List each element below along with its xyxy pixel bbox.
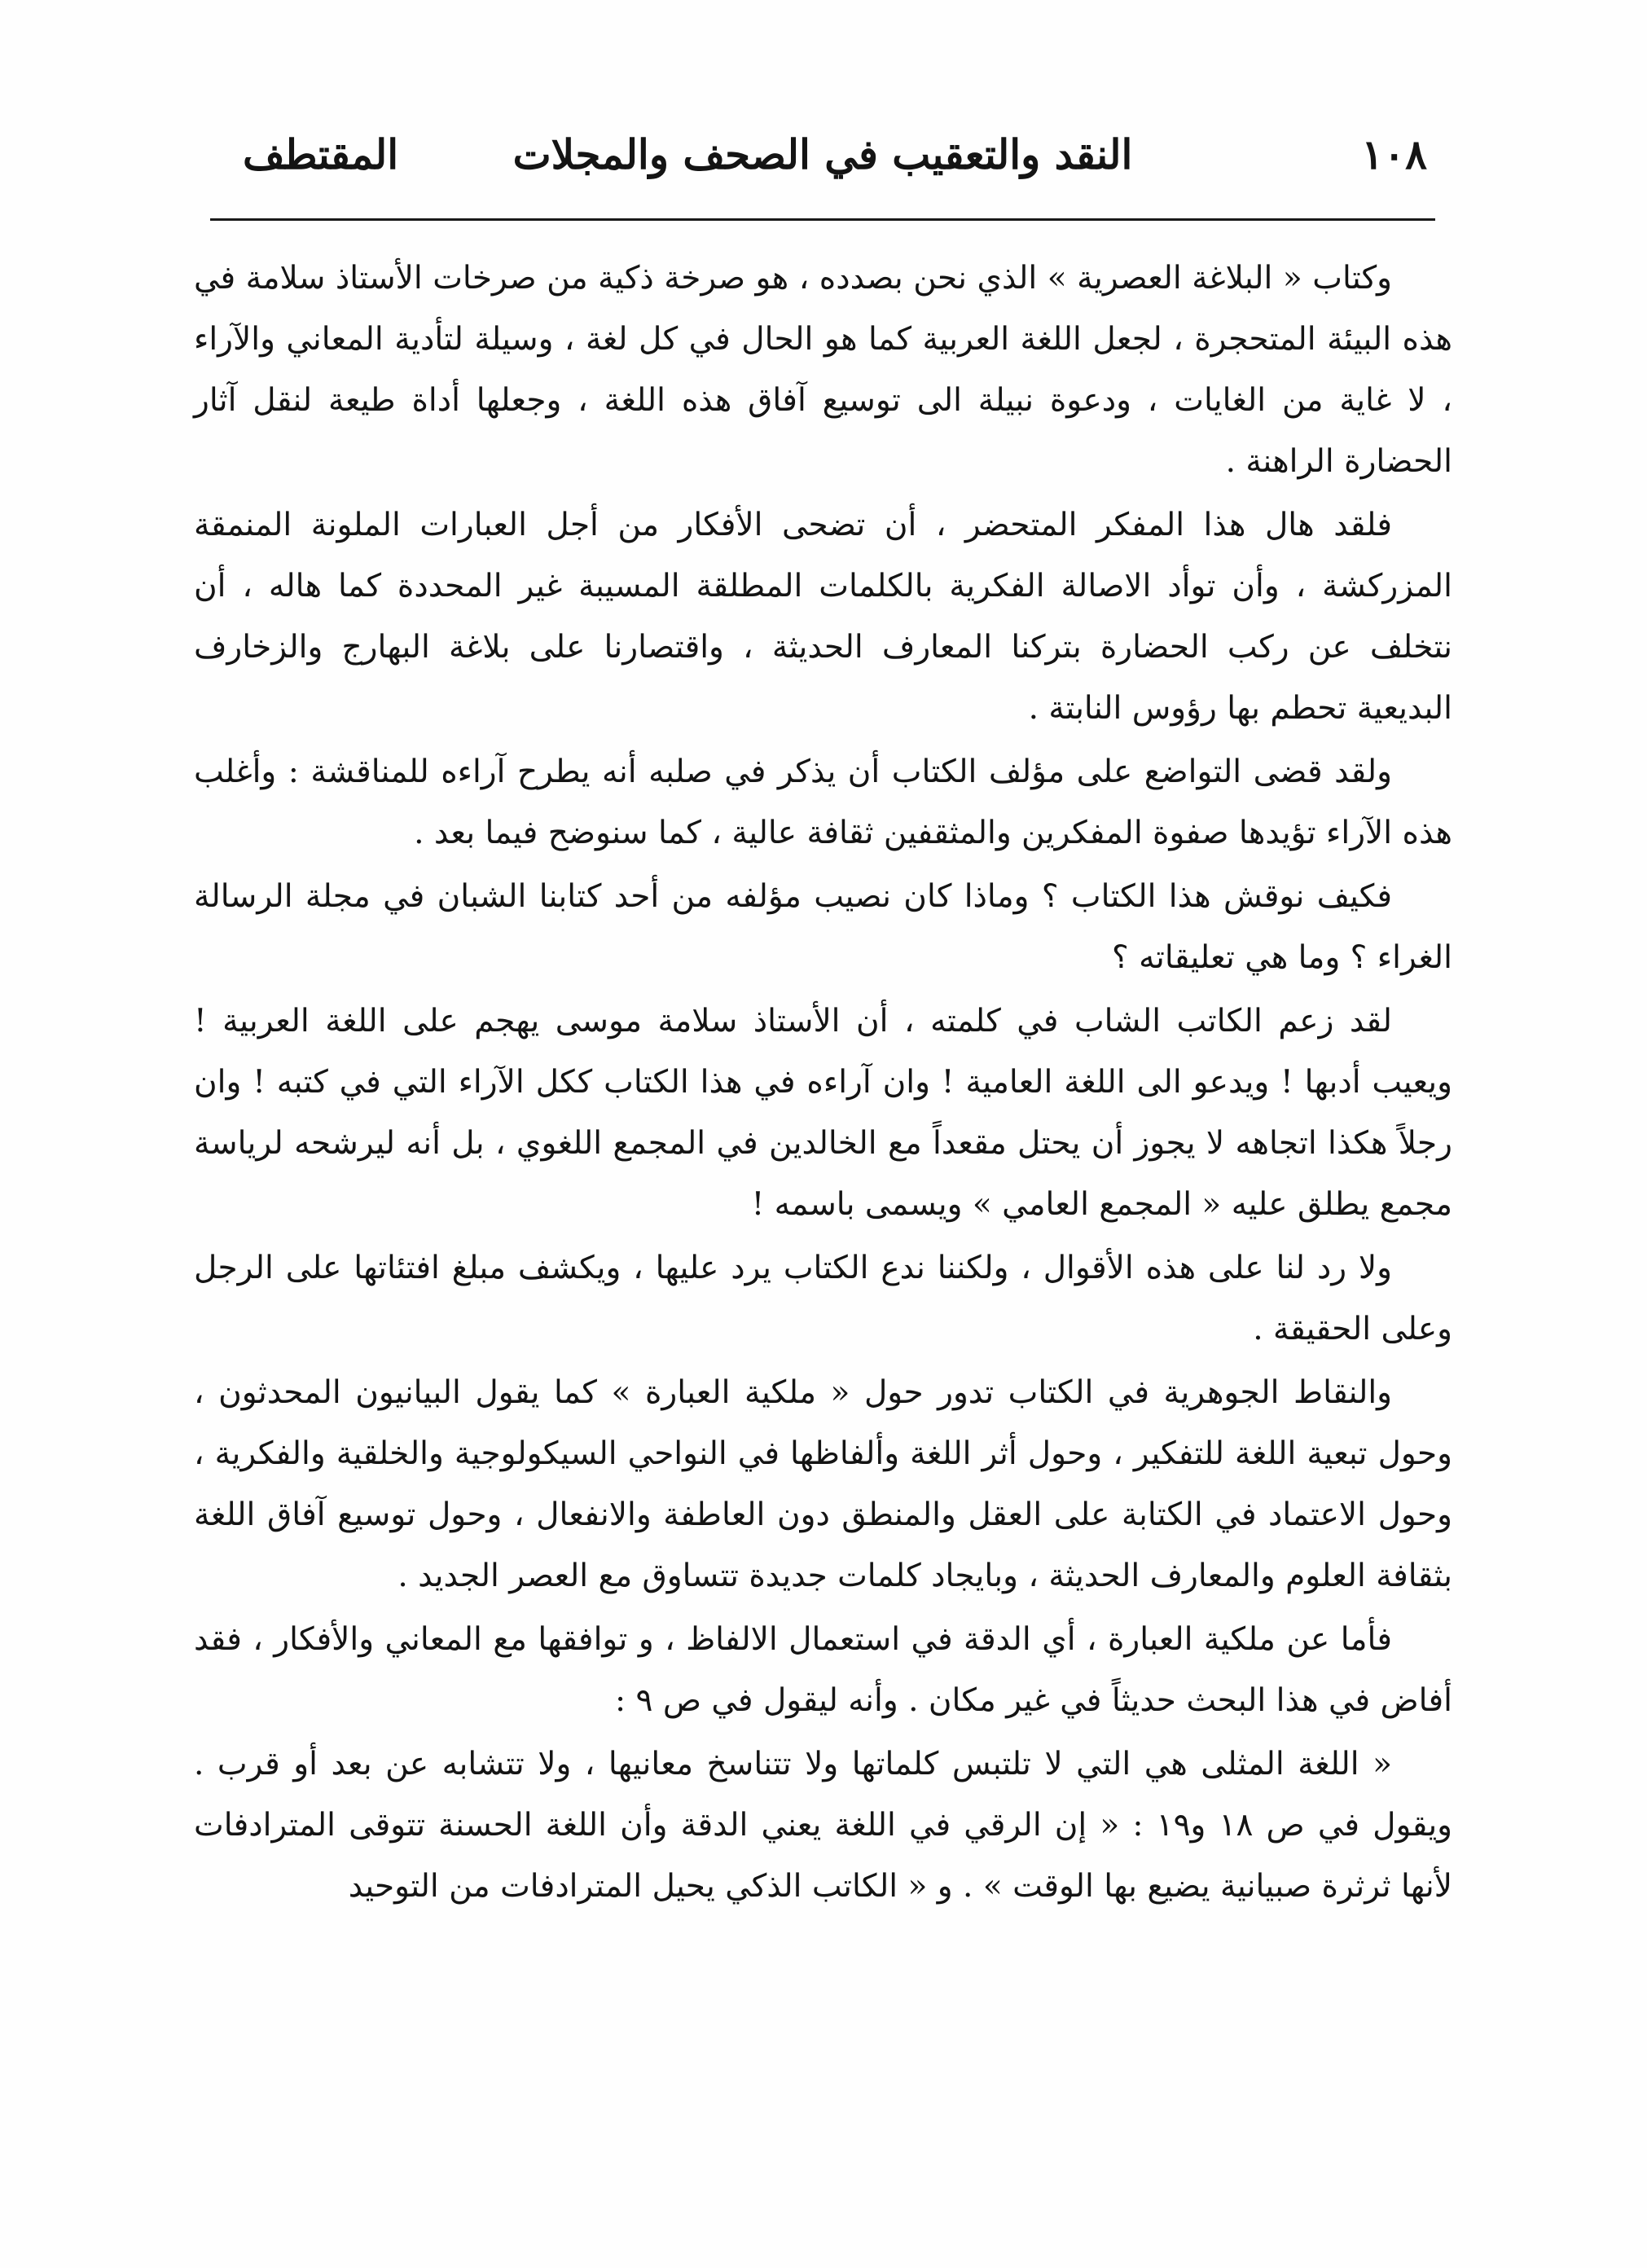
paragraph: فكيف نوقش هذا الكتاب ؟ وماذا كان نصيب مؤلفه من أحد كتابنا الشبان في مجلة الرسالة الغراء ؟ وما هي تعليقاته ؟ [194, 878, 1452, 976]
journal-name: المقتطف [243, 130, 399, 178]
header-rule [210, 218, 1435, 221]
paragraph: لقد زعم الكاتب الشاب في كلمته ، أن الأستاذ سلامة موسى يهجم على اللغة العربية ! ويعيب أدبها ! ويدعو الى اللغة العامية ! وان آراءه في هذا الكتاب ككل الآراء التي في كتبه ! وان رجلاً هكذا اتجاهه لا يجوز أن يحتل مقعداً مع الخالدين في المجمع اللغوي ، بل أنه ليرشحه لرياسة مجمع يطلق عليه « المجمع العامي » ويسمى باسمه ! [194, 1003, 1452, 1223]
paragraph: فأما عن ملكية العبارة ، أي الدقة في استعمال الالفاظ ، و توافقها مع المعاني والأفكار ، فقد أفاض في هذا البحث حديثاً في غير مكان . وأنه ليقول في ص ٩ : [194, 1621, 1452, 1719]
paragraph: والنقاط الجوهرية في الكتاب تدور حول « ملكية العبارة » كما يقول البيانيون المحدثون ، وحول تبعية اللغة للتفكير ، وحول أثر اللغة وألفاظها في النواحي السيكولوجية والخلقية والفكرية ، وحول الاعتماد في الكتابة على العقل والمنطق دون العاطفة والانفعال ، وحول توسيع آفاق اللغة بثقافة العلوم والمعارف الحديثة ، وبايجاد كلمات جديدة تتساوق مع العصر الجديد . [194, 1374, 1452, 1594]
page-header [210, 122, 1435, 187]
page-number: ١٠٨ [1361, 130, 1427, 178]
quoted-paragraph: « اللغة المثلى هي التي لا تلتبس كلماتها ولا تتناسخ معانيها ، ولا تتشابه عن بعد أو قرب . ويقول في ص ١٨ و١٩ : « إن الرقي في اللغة يعني الدقة وأن اللغة الحسنة تتوقى المترادفات لأنها ثرثرة صبيانية يضيع بها الوقت » . و « الكاتب الذكي يحيل المترادفات من التوحيد [194, 1746, 1453, 1905]
paragraph: وكتاب « البلاغة العصرية » الذي نحن بصدده ، هو صرخة ذكية من صرخات الأستاذ سلامة في هذه البيئة المتحجرة ، لجعل اللغة العربية كما هو الحال في كل لغة ، وسيلة لتأدية المعاني والآراء ، لا غاية من الغايات ، ودعوة نبيلة الى توسيع آفاق هذه اللغة ، وجعلها أداة طيعة لنقل آثار الحضارة الراهنة . [194, 260, 1452, 480]
running-title: النقد والتعقيب في الصحف والمجلات [512, 130, 1133, 178]
paragraph: ولقد قضى التواضع على مؤلف الكتاب أن يذكر في صلبه أنه يطرح آراءه للمناقشة : وأغلب هذه الآراء تؤيدها صفوة المفكرين والمثقفين ثقافة عالية ، كما سنوضح فيما بعد . [194, 754, 1452, 851]
paragraph: ولا رد لنا على هذه الأقوال ، ولكننا ندع الكتاب يرد عليها ، ويكشف مبلغ افتئاتها على الرجل وعلى الحقيقة . [194, 1250, 1452, 1347]
paragraph: فلقد هال هذا المفكر المتحضر ، أن تضحى الأفكار من أجل العبارات الملونة المنمقة المزركشة ، وأن توأد الاصالة الفكرية بالكلمات المطلقة المسيبة غير المحددة كما هاله ، أن نتخلف عن ركب الحضارة بتركنا المعارف الحديثة ، واقتصارنا على بلاغة البهارج والزخارف البديعية تحطم بها رؤوس النابتة . [194, 507, 1452, 727]
article-body [194, 248, 1452, 1919]
